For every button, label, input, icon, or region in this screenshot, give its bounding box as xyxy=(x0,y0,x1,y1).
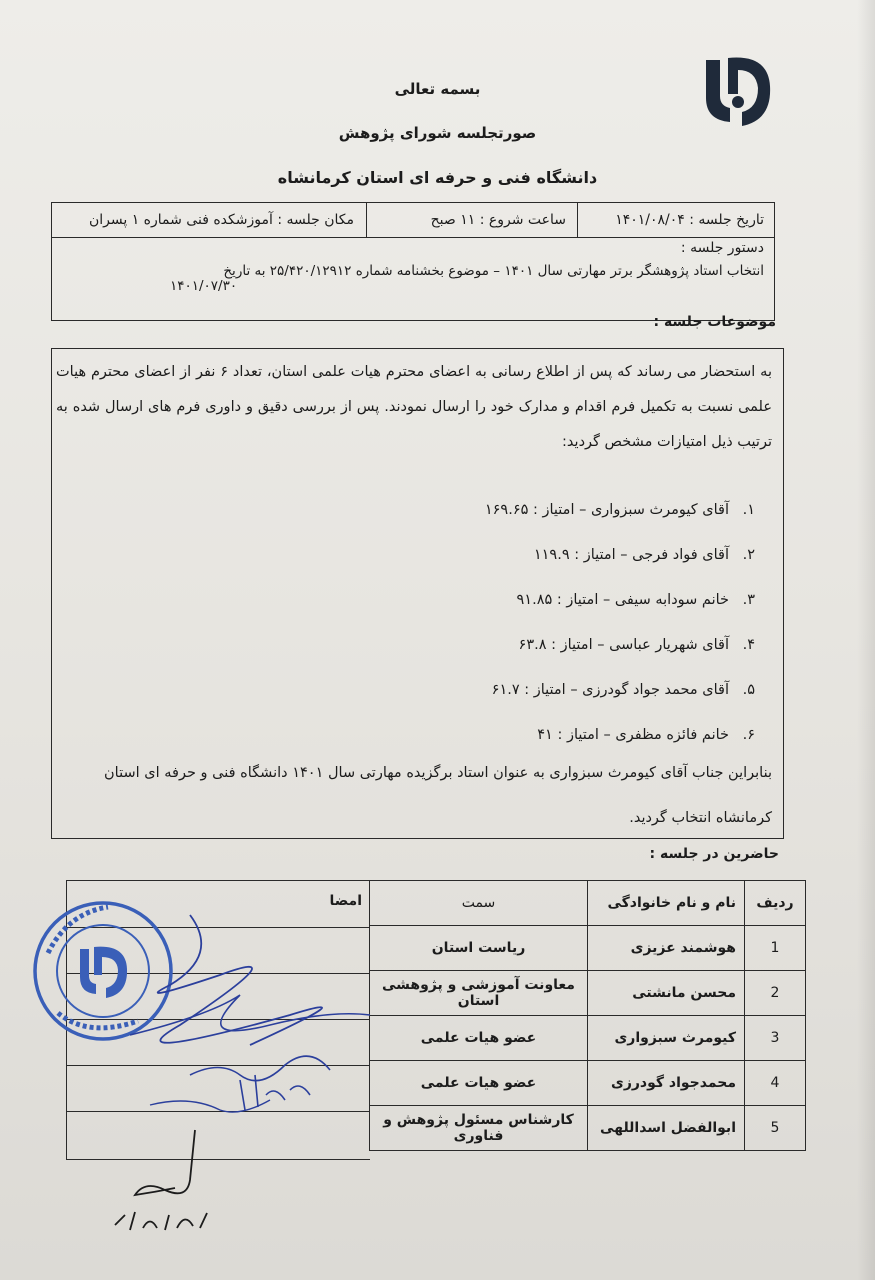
attendee-position: معاونت آموزشی و پژوهشی استان xyxy=(370,971,588,1016)
signature-scribbles xyxy=(70,895,400,1155)
agenda-date: ۱۴۰۱/۰۷/۳۰ xyxy=(170,278,238,294)
list-text: خانم سودابه سیفی – امتیاز : ۹۱.۸۵ xyxy=(516,591,729,608)
list-number: ۵. xyxy=(742,681,755,698)
row-number: 5 xyxy=(745,1106,806,1151)
attendee-name: کیومرث سبزواری xyxy=(588,1016,745,1061)
list-number: ۶. xyxy=(742,726,755,743)
attendee-name: ابوالفضل اسداللهی xyxy=(588,1106,745,1151)
attendee-name: هوشمند عزیزی xyxy=(588,926,745,971)
table-row xyxy=(370,926,806,971)
table-header-row xyxy=(370,881,806,926)
table-row xyxy=(370,1061,806,1106)
agenda-label: دستور جلسه : xyxy=(680,240,764,256)
list-number: ۳. xyxy=(742,591,755,608)
table-row xyxy=(370,1106,806,1151)
list-item xyxy=(485,532,755,577)
list-item xyxy=(485,667,755,712)
col-header-row-number: ردیف xyxy=(745,881,806,926)
col-header-position: سمت xyxy=(370,881,588,926)
attendee-name: محسن مانشتی xyxy=(588,971,745,1016)
score-list xyxy=(485,487,755,757)
row-number: 1 xyxy=(745,926,806,971)
attendees-table xyxy=(369,880,806,1151)
list-text: خانم فائزه مظفری – امتیاز : ۴۱ xyxy=(537,726,729,743)
list-item xyxy=(485,577,755,622)
list-item xyxy=(485,622,755,667)
page-shadow xyxy=(857,0,875,1280)
attendee-position: کارشناس مسئول پژوهش و فناوری xyxy=(370,1106,588,1151)
signature-header: امضا xyxy=(329,893,362,909)
row-number: 3 xyxy=(745,1016,806,1061)
row-number: 2 xyxy=(745,971,806,1016)
list-number: ۴. xyxy=(742,636,755,653)
list-text: آقای محمد جواد گودرزی – امتیاز : ۶۱.۷ xyxy=(491,681,729,698)
list-text: آقای شهریار عباسی – امتیاز : ۶۳.۸ xyxy=(518,636,729,653)
divider xyxy=(366,203,367,237)
document-title: صورتجلسه شورای پژوهش xyxy=(338,124,537,142)
list-text: آقای فواد فرجی – امتیاز : ۱۱۹.۹ xyxy=(533,546,729,563)
attendee-position: عضو هیات علمی xyxy=(370,1016,588,1061)
invocation-heading: بسمه تعالی xyxy=(394,80,481,98)
meeting-info-box xyxy=(51,202,775,238)
agenda-text: انتخاب استاد پژوهشگر برتر مهارتی سال ۱۴۰۱ – موضوع بخشنامه شماره ۲۵/۴۲۰/۱۲۹۱۲ به تاریخ xyxy=(223,263,764,279)
row-number: 4 xyxy=(745,1061,806,1106)
topics-conclusion: بنابراین جناب آقای کیومرث سبزواری به عنوان استاد برگزیده مهارتی سال ۱۴۰۱ دانشگاه فنی و حرفه ای استان کرمانشاه انتخاب گردید. xyxy=(104,765,772,826)
topics-intro: به استحضار می رساند که پس از اطلاع رسانی به اعضای محترم هیات علمی استان، تعداد ۶ نفر از اعضای محترم هیات علمی نسبت به تکمیل فرم اقدام و مدارک خود را ارسال نمودند. پس از بررسی دقیق و داوری فرم های ارسال شده به ترتیب ذیل امتیازات مشخص گردید: xyxy=(56,364,772,450)
col-header-name: نام و نام خانوادگی xyxy=(588,881,745,926)
meeting-date: تاریخ جلسه : ۱۴۰۱/۰۸/۰۴ xyxy=(615,212,764,228)
table-row xyxy=(370,1016,806,1061)
list-text: آقای کیومرث سبزواری – امتیاز : ۱۶۹.۶۵ xyxy=(484,501,729,518)
list-item xyxy=(485,487,755,532)
organization-name: دانشگاه فنی و حرفه ای استان کرمانشاه xyxy=(277,168,598,187)
topics-label: موضوعات جلسه : xyxy=(653,314,776,330)
attendees-label: حاضرین در جلسه : xyxy=(649,846,779,862)
handwritten-date-signature xyxy=(95,1120,255,1240)
list-number: ۲. xyxy=(742,546,755,563)
table-row xyxy=(370,971,806,1016)
list-number: ۱. xyxy=(742,501,755,518)
attendee-position: ریاست استان xyxy=(370,926,588,971)
attendee-position: عضو هیات علمی xyxy=(370,1061,588,1106)
meeting-start-time: ساعت شروع : ۱۱ صبح xyxy=(430,212,566,228)
divider xyxy=(577,203,578,237)
agenda-box xyxy=(51,237,775,321)
meeting-location: مکان جلسه : آموزشکده فنی شماره ۱ پسران xyxy=(88,212,354,228)
attendee-name: محمدجواد گودرزی xyxy=(588,1061,745,1106)
